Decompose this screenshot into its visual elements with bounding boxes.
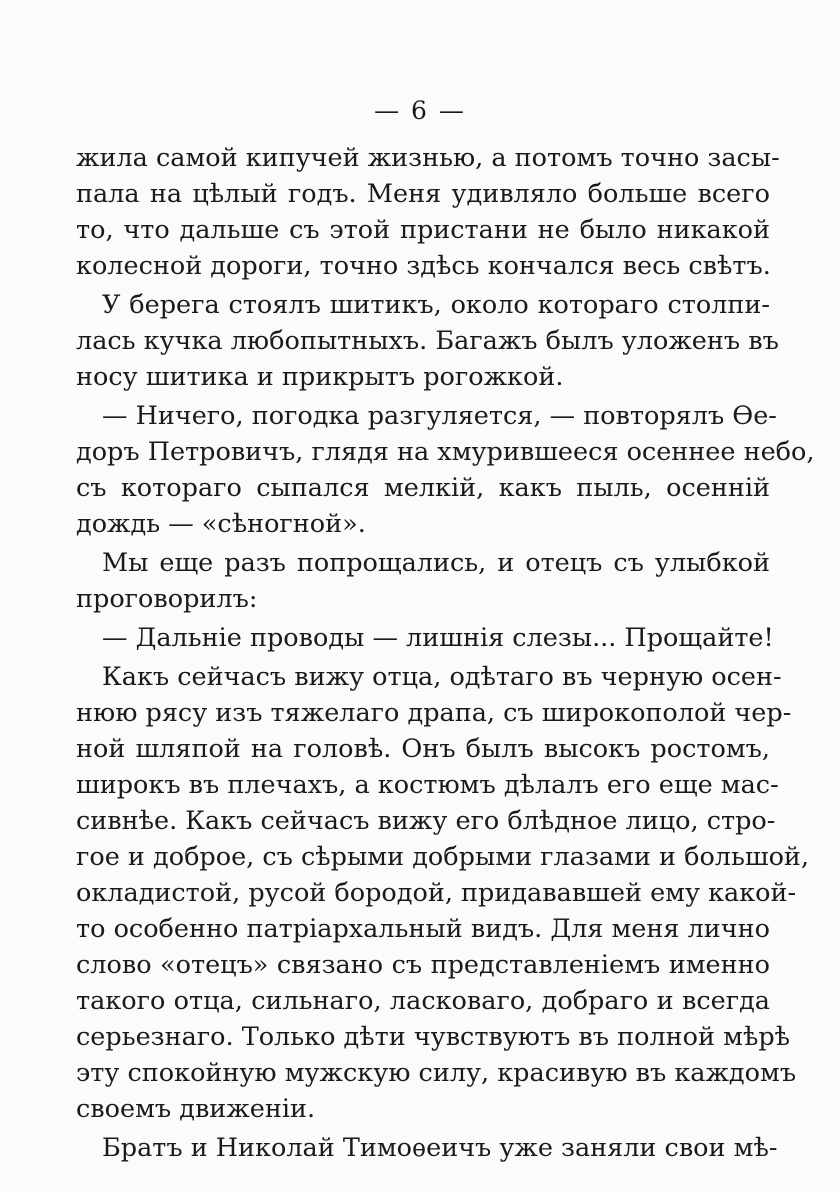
text-line: широкъ въ плечахъ, а костюмъ дѣлалъ его еще мас- (76, 770, 779, 800)
text-line: жила самой кипучей жизнью, а потомъ точно засы- (76, 143, 780, 173)
text-line: — Ничего, погодка разгуляется, — повторялъ Ѳе- (102, 401, 777, 431)
paragraph (76, 659, 810, 1127)
text-line: Какъ сейчасъ вижу отца, одѣтаго въ черную осен- (102, 662, 782, 692)
text-line: проговорилъ: (76, 584, 258, 614)
text-line: — Дальніе проводы — лишнія слезы... Прощайте! (102, 623, 774, 653)
text-line: своемъ движеніи. (76, 1094, 316, 1124)
paragraph (76, 140, 780, 284)
paragraph (76, 287, 779, 395)
text-line: то, что дальше съ этой пристани не было никакой (76, 215, 770, 245)
text-line: слово «отецъ» связано съ представленіемъ именно (76, 950, 770, 980)
text-line: колесной дороги, точно здѣсь кончался весь свѣтъ. (76, 251, 771, 281)
text-line: Мы еще разъ попрощались, и отецъ съ улыбкой (102, 548, 770, 578)
text-line: пала на цѣлый годъ. Меня удивляло больше всего (76, 179, 770, 209)
text-line: такого отца, сильнаго, ласковаго, добраго и всегда (76, 986, 770, 1016)
text-line: то особенно патріархальный видъ. Для меня лично (76, 914, 770, 944)
text-line: носу шитика и прикрытъ рогожкой. (76, 362, 564, 392)
text-line: нюю рясу изъ тяжелаго драпа, съ широкополой чер- (76, 698, 792, 728)
text-line: гое и доброе, съ сѣрыми добрыми глазами и большой, (76, 842, 810, 872)
text-line: лась кучка любопытныхъ. Багажъ былъ уложенъ въ (76, 326, 779, 356)
text-line: съ котораго сыпался мелкій, какъ пыль, осенній (76, 473, 770, 503)
text-line: ной шляпой на головѣ. Онъ былъ высокъ ростомъ, (76, 734, 770, 764)
text-line: эту спокойную мужскую силу, красивую въ каждомъ (76, 1058, 797, 1088)
paragraph (76, 620, 774, 656)
paragraph (76, 545, 770, 617)
text-line: У берега стоялъ шитикъ, около котораго столпи- (102, 290, 770, 320)
page-number: — 6 — (374, 96, 466, 125)
body-text (76, 140, 815, 1166)
text-line: окладистой, русой бородой, придававшей ему какой- (76, 878, 797, 908)
text-line: серьезнаго. Только дѣти чувствуютъ въ полной мѣрѣ (76, 1022, 791, 1052)
text-line: доръ Петровичъ, глядя на хмурившееся осеннее небо, (76, 437, 815, 467)
paragraph (76, 1130, 778, 1166)
text-line: сивнѣе. Какъ сейчасъ вижу его блѣдное лицо, стро- (76, 806, 776, 836)
paragraph (76, 398, 815, 542)
text-line: дождь — «сѣногной». (76, 509, 366, 539)
text-line: Братъ и Николай Тимоѳеичъ уже заняли свои мѣ- (102, 1133, 778, 1163)
